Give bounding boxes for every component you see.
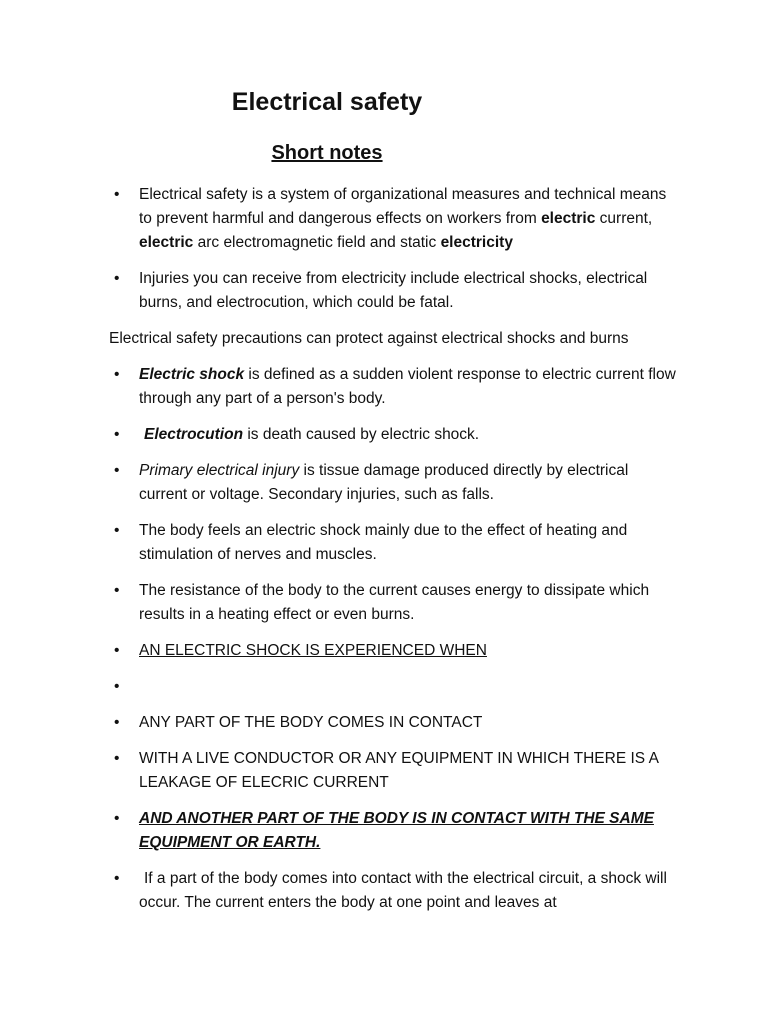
bold-italic-term: Electric shock <box>139 366 245 383</box>
bold-italic-term: Electrocution <box>144 426 244 443</box>
list-item <box>0 363 768 411</box>
bullet-marker: • <box>114 678 120 695</box>
list-item <box>0 747 768 795</box>
bold-term: electricity <box>440 234 513 251</box>
page-subtitle: Short notes <box>271 142 383 164</box>
bullet-marker: • <box>114 522 120 539</box>
bullet-marker: • <box>114 462 120 479</box>
list-item <box>0 183 768 255</box>
list-item <box>0 807 768 855</box>
list-item-text: Injuries you can receive from electricity include electrical shocks, electrical burns, and electrocution, which could be fatal. <box>139 270 648 311</box>
list-item-text: WITH A LIVE CONDUCTOR OR ANY EQUIPMENT IN WHICH THERE IS A LEAKAGE OF ELECRIC CURRENT <box>139 750 659 791</box>
text-run: is death caused by electric shock. <box>243 426 480 443</box>
bold-term: electric <box>139 234 194 251</box>
list-item-text: The body feels an electric shock mainly due to the effect of heating and stimulation of nerves and muscles. <box>139 522 628 563</box>
bullet-marker: • <box>114 426 120 443</box>
page-title: Electrical safety <box>231 88 423 116</box>
list-item <box>0 423 768 447</box>
text-run: is tissue damage produced directly by electrical current or voltage. Secondary injuries, such as falls. <box>139 462 629 503</box>
bullet-marker: • <box>114 642 120 659</box>
list-item-text <box>139 459 679 507</box>
list-item <box>0 867 768 915</box>
list-item-text <box>139 807 679 855</box>
bullet-marker: • <box>114 270 120 287</box>
italic-term: Primary electrical injury <box>139 462 300 479</box>
list-item <box>0 675 768 699</box>
bullet-marker: • <box>114 582 120 599</box>
bullet-marker: • <box>114 750 120 767</box>
list-item-text <box>139 675 679 699</box>
list-item <box>0 639 768 663</box>
list-item <box>0 711 768 735</box>
text-run: arc electromagnetic field and static <box>193 234 441 251</box>
text-run: is defined as a sudden violent response to electric current flow through any part of a person's body. <box>139 366 676 407</box>
bullet-marker: • <box>114 870 120 887</box>
list-item <box>0 459 768 507</box>
list-item-text <box>139 363 679 411</box>
notes-body <box>0 183 768 927</box>
list-item-text <box>139 183 679 255</box>
bold-term: electric <box>541 210 596 227</box>
bullet-marker: • <box>114 366 120 383</box>
list-item-text <box>139 423 684 447</box>
list-item <box>0 579 768 627</box>
list-item-text: ANY PART OF THE BODY COMES IN CONTACT <box>139 714 483 731</box>
list-item-text: The resistance of the body to the current causes energy to dissipate which results in a heating effect or even burns. <box>139 582 650 623</box>
bold-italic-text: AND ANOTHER PART OF THE BODY IS IN CONTACT WITH THE SAME EQUIPMENT OR EARTH. <box>139 810 654 851</box>
bullet-marker: • <box>114 186 120 203</box>
list-item-text: If a part of the body comes into contact with the electrical circuit, a shock will occur. The current enters the body at one point and leaves at <box>139 870 667 911</box>
bullet-marker: • <box>114 714 120 731</box>
bullet-marker: • <box>114 810 120 827</box>
text-run: Electrical safety is a system of organizational measures and technical means to prevent harmful and dangerous effects on workers from <box>139 186 667 227</box>
list-item-text: AN ELECTRIC SHOCK IS EXPERIENCED WHEN <box>139 642 487 659</box>
list-item <box>0 267 768 315</box>
paragraph: Electrical safety precautions can protect against electrical shocks and burns <box>109 330 629 347</box>
text-run: current, <box>595 210 653 227</box>
list-item <box>0 519 768 567</box>
